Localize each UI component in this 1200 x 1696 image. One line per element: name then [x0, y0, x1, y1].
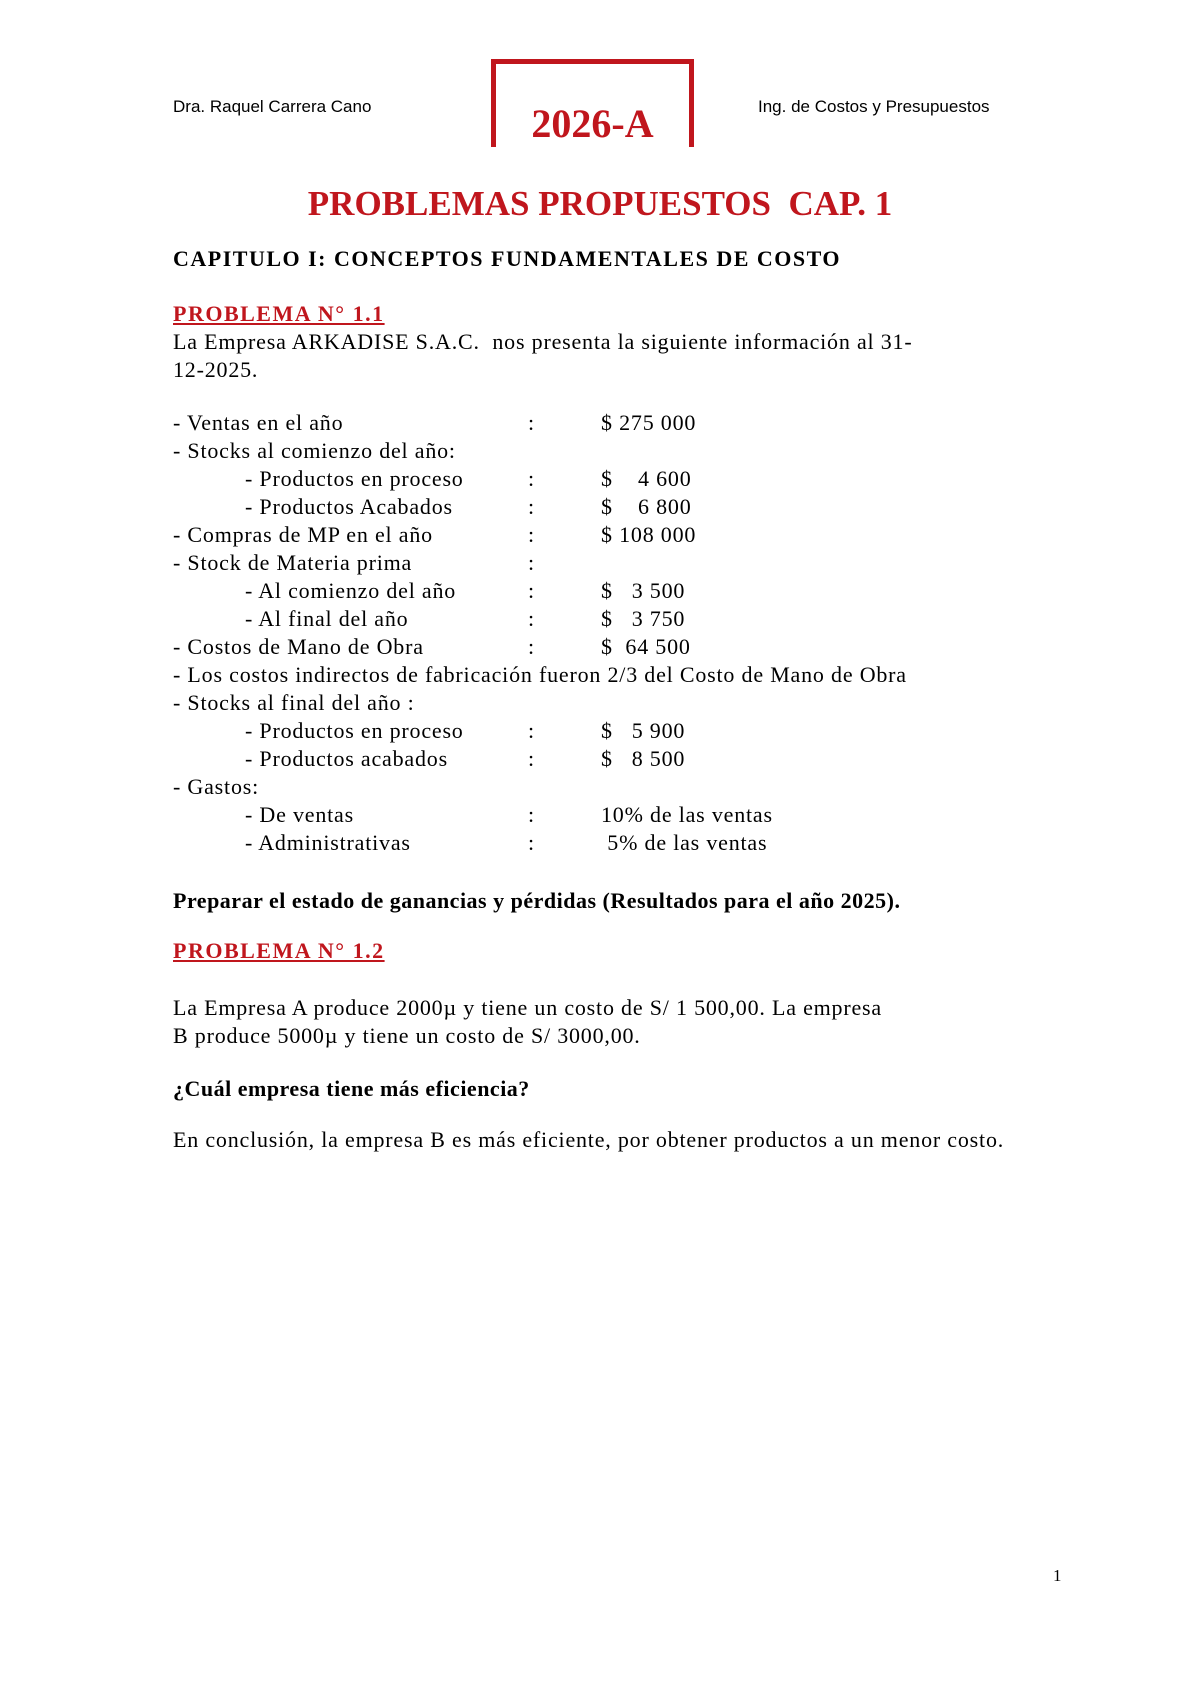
page-title: PROBLEMAS PROPUESTOS CAP. 1: [307, 184, 893, 223]
data-row-label: - Productos en proceso: [245, 718, 464, 743]
data-row-colon: :: [528, 410, 535, 435]
data-row-colon: :: [528, 718, 535, 743]
data-row-label: - Gastos:: [173, 774, 260, 799]
data-row-label: - Los costos indirectos de fabricación fueron 2/3 del Costo de Mano de Obra: [173, 662, 907, 687]
data-row-label: - Stock de Materia prima: [173, 550, 413, 575]
data-row-label: - Productos Acabados: [245, 494, 453, 519]
problem-2-conclusion: En conclusión, la empresa B es más eficiente, por obtener productos a un menor costo.: [173, 1127, 1005, 1152]
data-row-label: - Stocks al final del año :: [173, 690, 415, 715]
data-row-label: - Compras de MP en el año: [173, 522, 433, 547]
data-row-colon: :: [528, 802, 535, 827]
data-row-colon: :: [528, 522, 535, 547]
data-row-label: - Al final del año: [245, 606, 409, 631]
data-row-value: $ 8 500: [601, 746, 686, 771]
header-author: Dra. Raquel Carrera Cano: [173, 97, 372, 116]
problem-2-line1: La Empresa A produce 2000µ y tiene un costo de S/ 1 500,00. La empresa: [173, 995, 882, 1020]
header-course: Ing. de Costos y Presupuestos: [758, 97, 990, 116]
data-row-label: - Stocks al comienzo del año:: [173, 438, 456, 463]
data-row-value: $ 108 000: [601, 522, 697, 547]
data-row-label: - Productos acabados: [245, 746, 448, 771]
page-number: 1: [1053, 1566, 1062, 1585]
data-row-colon: :: [528, 746, 535, 771]
data-row-value: $ 4 600: [601, 466, 692, 491]
data-row-colon: :: [528, 494, 535, 519]
data-row-value: 10% de las ventas: [601, 802, 773, 827]
data-row-label: - De ventas: [245, 802, 354, 827]
data-row-label: - Administrativas: [245, 830, 411, 855]
problem-1-intro-line2: 12-2025.: [173, 357, 259, 382]
data-row-value: 5% de las ventas: [601, 830, 768, 855]
data-row-colon: :: [528, 578, 535, 603]
semester-box: [491, 59, 694, 147]
semester-label: 2026-A: [531, 101, 654, 146]
data-row-value: $ 275 000: [601, 410, 697, 435]
problem-1-heading: PROBLEMA N° 1.1: [173, 301, 385, 326]
data-row-label: - Al comienzo del año: [245, 578, 457, 603]
problem-2-line2: B produce 5000µ y tiene un costo de S/ 3000,00.: [173, 1023, 641, 1048]
data-row-colon: :: [528, 606, 535, 631]
problem-1-intro: [173, 328, 1065, 384]
data-row-label: - Productos en proceso: [245, 466, 464, 491]
problem-1-intro-line1: La Empresa ARKADISE S.A.C. nos presenta la siguiente información al 31-: [173, 329, 913, 354]
chapter-heading: CAPITULO I: CONCEPTOS FUNDAMENTALES DE COSTO: [173, 246, 842, 271]
data-row-value: $ 3 750: [601, 606, 686, 631]
data-row-label: - Ventas en el año: [173, 410, 344, 435]
data-row-value: $ 6 800: [601, 494, 692, 519]
problem-2-question: ¿Cuál empresa tiene más eficiencia?: [173, 1076, 530, 1101]
data-row-colon: :: [528, 550, 535, 575]
data-row-value: $ 64 500: [601, 634, 691, 659]
data-row-colon: :: [528, 466, 535, 491]
problem-2-heading: PROBLEMA N° 1.2: [173, 938, 385, 963]
data-row-colon: :: [528, 830, 535, 855]
problem-1-task: Preparar el estado de ganancias y pérdidas (Resultados para el año 2025).: [173, 888, 901, 913]
data-row-value: $ 5 900: [601, 718, 686, 743]
data-row-colon: :: [528, 634, 535, 659]
data-row-label: - Costos de Mano de Obra: [173, 634, 424, 659]
data-row-value: $ 3 500: [601, 578, 686, 603]
problem-2-statement: [173, 994, 1065, 1050]
